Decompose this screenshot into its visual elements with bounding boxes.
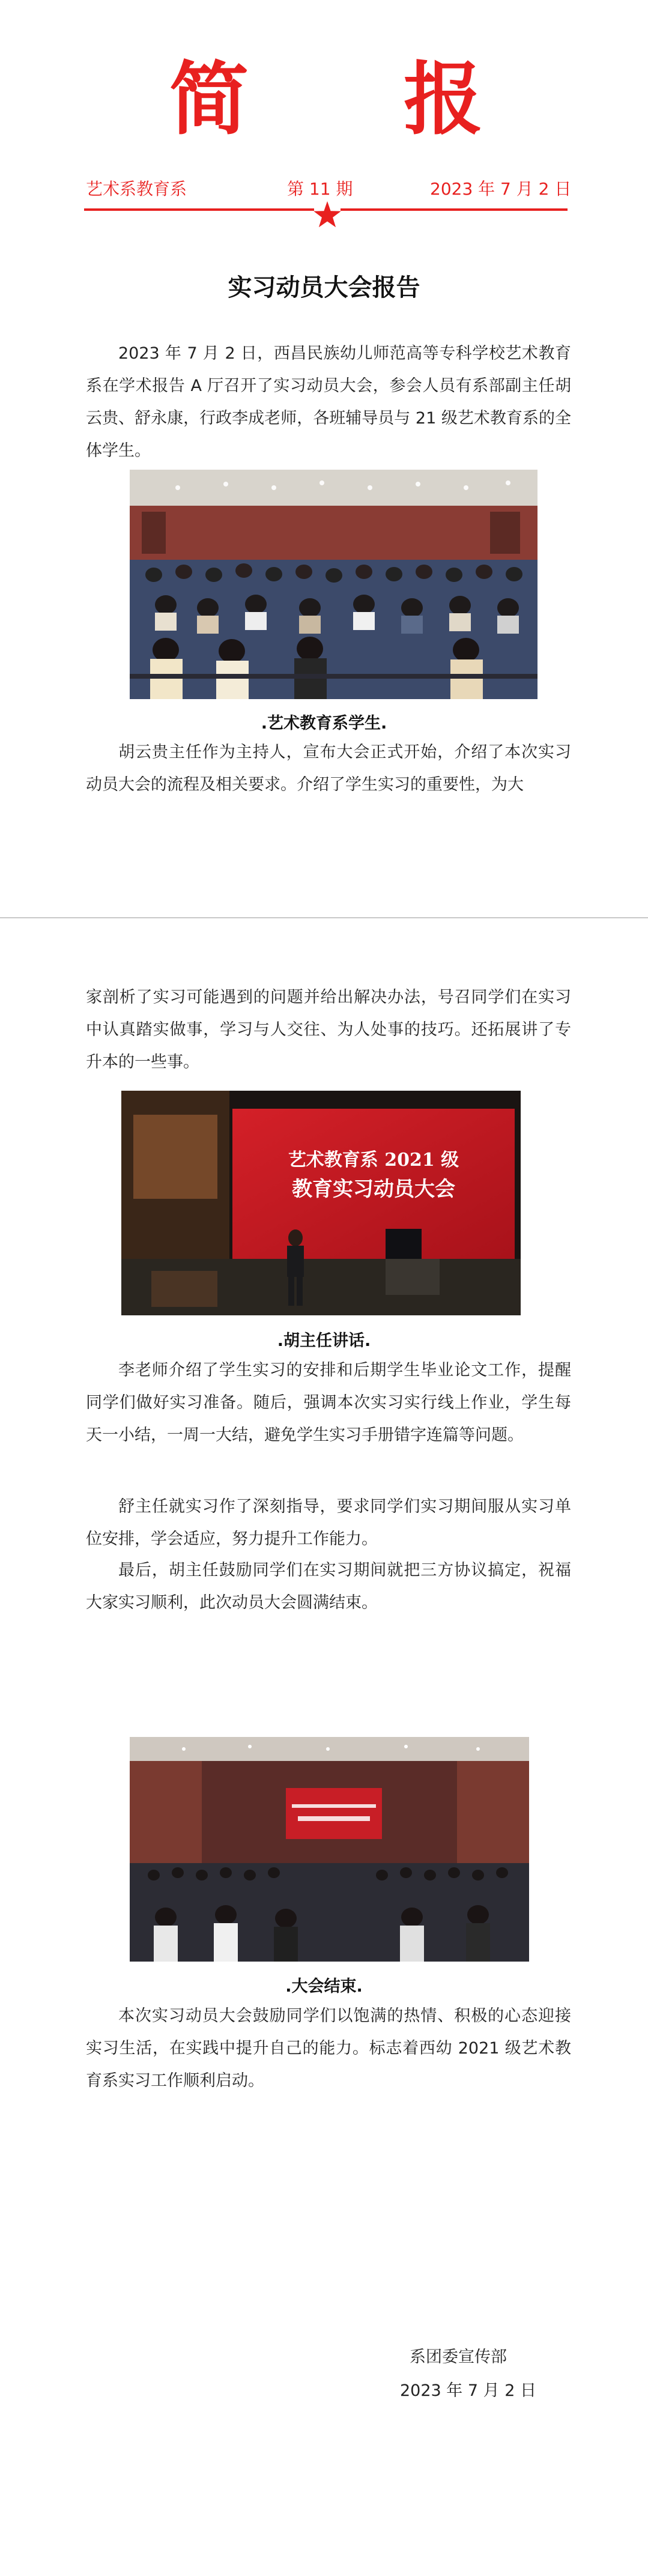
department-label: 艺术系教育系 bbox=[86, 179, 187, 199]
issue-number: 第 11 期 bbox=[287, 179, 353, 199]
page-divider bbox=[0, 917, 648, 918]
paragraph-closing-remarks: 最后，胡主任鼓励同学们在实习期间就把三方协议搞定，祝福大家实习顺利，此次动员大会圆满结束。 bbox=[86, 1561, 571, 1612]
photo-students bbox=[130, 470, 537, 699]
star-icon bbox=[313, 200, 342, 229]
photo-speaker bbox=[121, 1091, 521, 1315]
paragraph-summary: 本次实习动员大会鼓励同学们以饱满的热情、积极的心态迎接实习生活，在实践中提升自己的能力。标志着西幼 2021 级艺术教育系实习工作顺利启动。 bbox=[86, 2007, 571, 2090]
paragraph-host-part2: 家剖析了实习可能遇到的问题并给出解决办法，号召同学们在实习中认真踏实做事，学习与人交往、为人处事的技巧。还拓展讲了专升本的一些事。 bbox=[86, 988, 571, 1071]
photo-assembly-end bbox=[130, 1737, 529, 1962]
caption-students: .艺术教育系学生. bbox=[261, 714, 387, 733]
screen-line1: 艺术教育系 2021 级 bbox=[288, 1150, 459, 1171]
paragraph-host-part1: 胡云贵主任作为主持人，宣布大会正式开始，介绍了本次实习动员大会的流程及相关要求。介绍了学生实习的重要性，为大 bbox=[86, 743, 571, 794]
caption-assembly-end: .大会结束. bbox=[285, 1977, 363, 1996]
footer-org: 系团委宣传部 bbox=[410, 2348, 507, 2366]
caption-speaker: .胡主任讲话. bbox=[277, 1332, 371, 1350]
paragraph-intro: 2023 年 7 月 2 日，西昌民族幼儿师范高等专科学校艺术教育系在学术报告 A 厅召开了实习动员大会，参会人员有系部副主任胡云贵、舒永康，行政李成老师，各班辅导员与 21 级艺术教育系的全体学生。 bbox=[86, 344, 571, 460]
footer-date: 2023 年 7 月 2 日 bbox=[400, 2381, 536, 2400]
article-headline: 实习动员大会报告 bbox=[228, 274, 420, 302]
screen-line2: 教育实习动员大会 bbox=[292, 1177, 455, 1201]
masthead-title-right: 报 bbox=[404, 53, 483, 146]
paragraph-teacher-li: 李老师介绍了学生实习的安排和后期学生毕业论文工作，提醒同学们做好实习准备。随后，强调本次实习实行线上作业，学生每天一小结，一周一大结，避免学生实习手册错字连篇等问题。 bbox=[86, 1361, 571, 1444]
paragraph-director-shu: 舒主任就实习作了深刻指导，要求同学们实习期间服从实习单位安排，学会适应，努力提升工作能力。 bbox=[86, 1497, 571, 1548]
issue-date: 2023 年 7 月 2 日 bbox=[430, 179, 572, 199]
masthead-title-left: 简 bbox=[169, 53, 249, 146]
